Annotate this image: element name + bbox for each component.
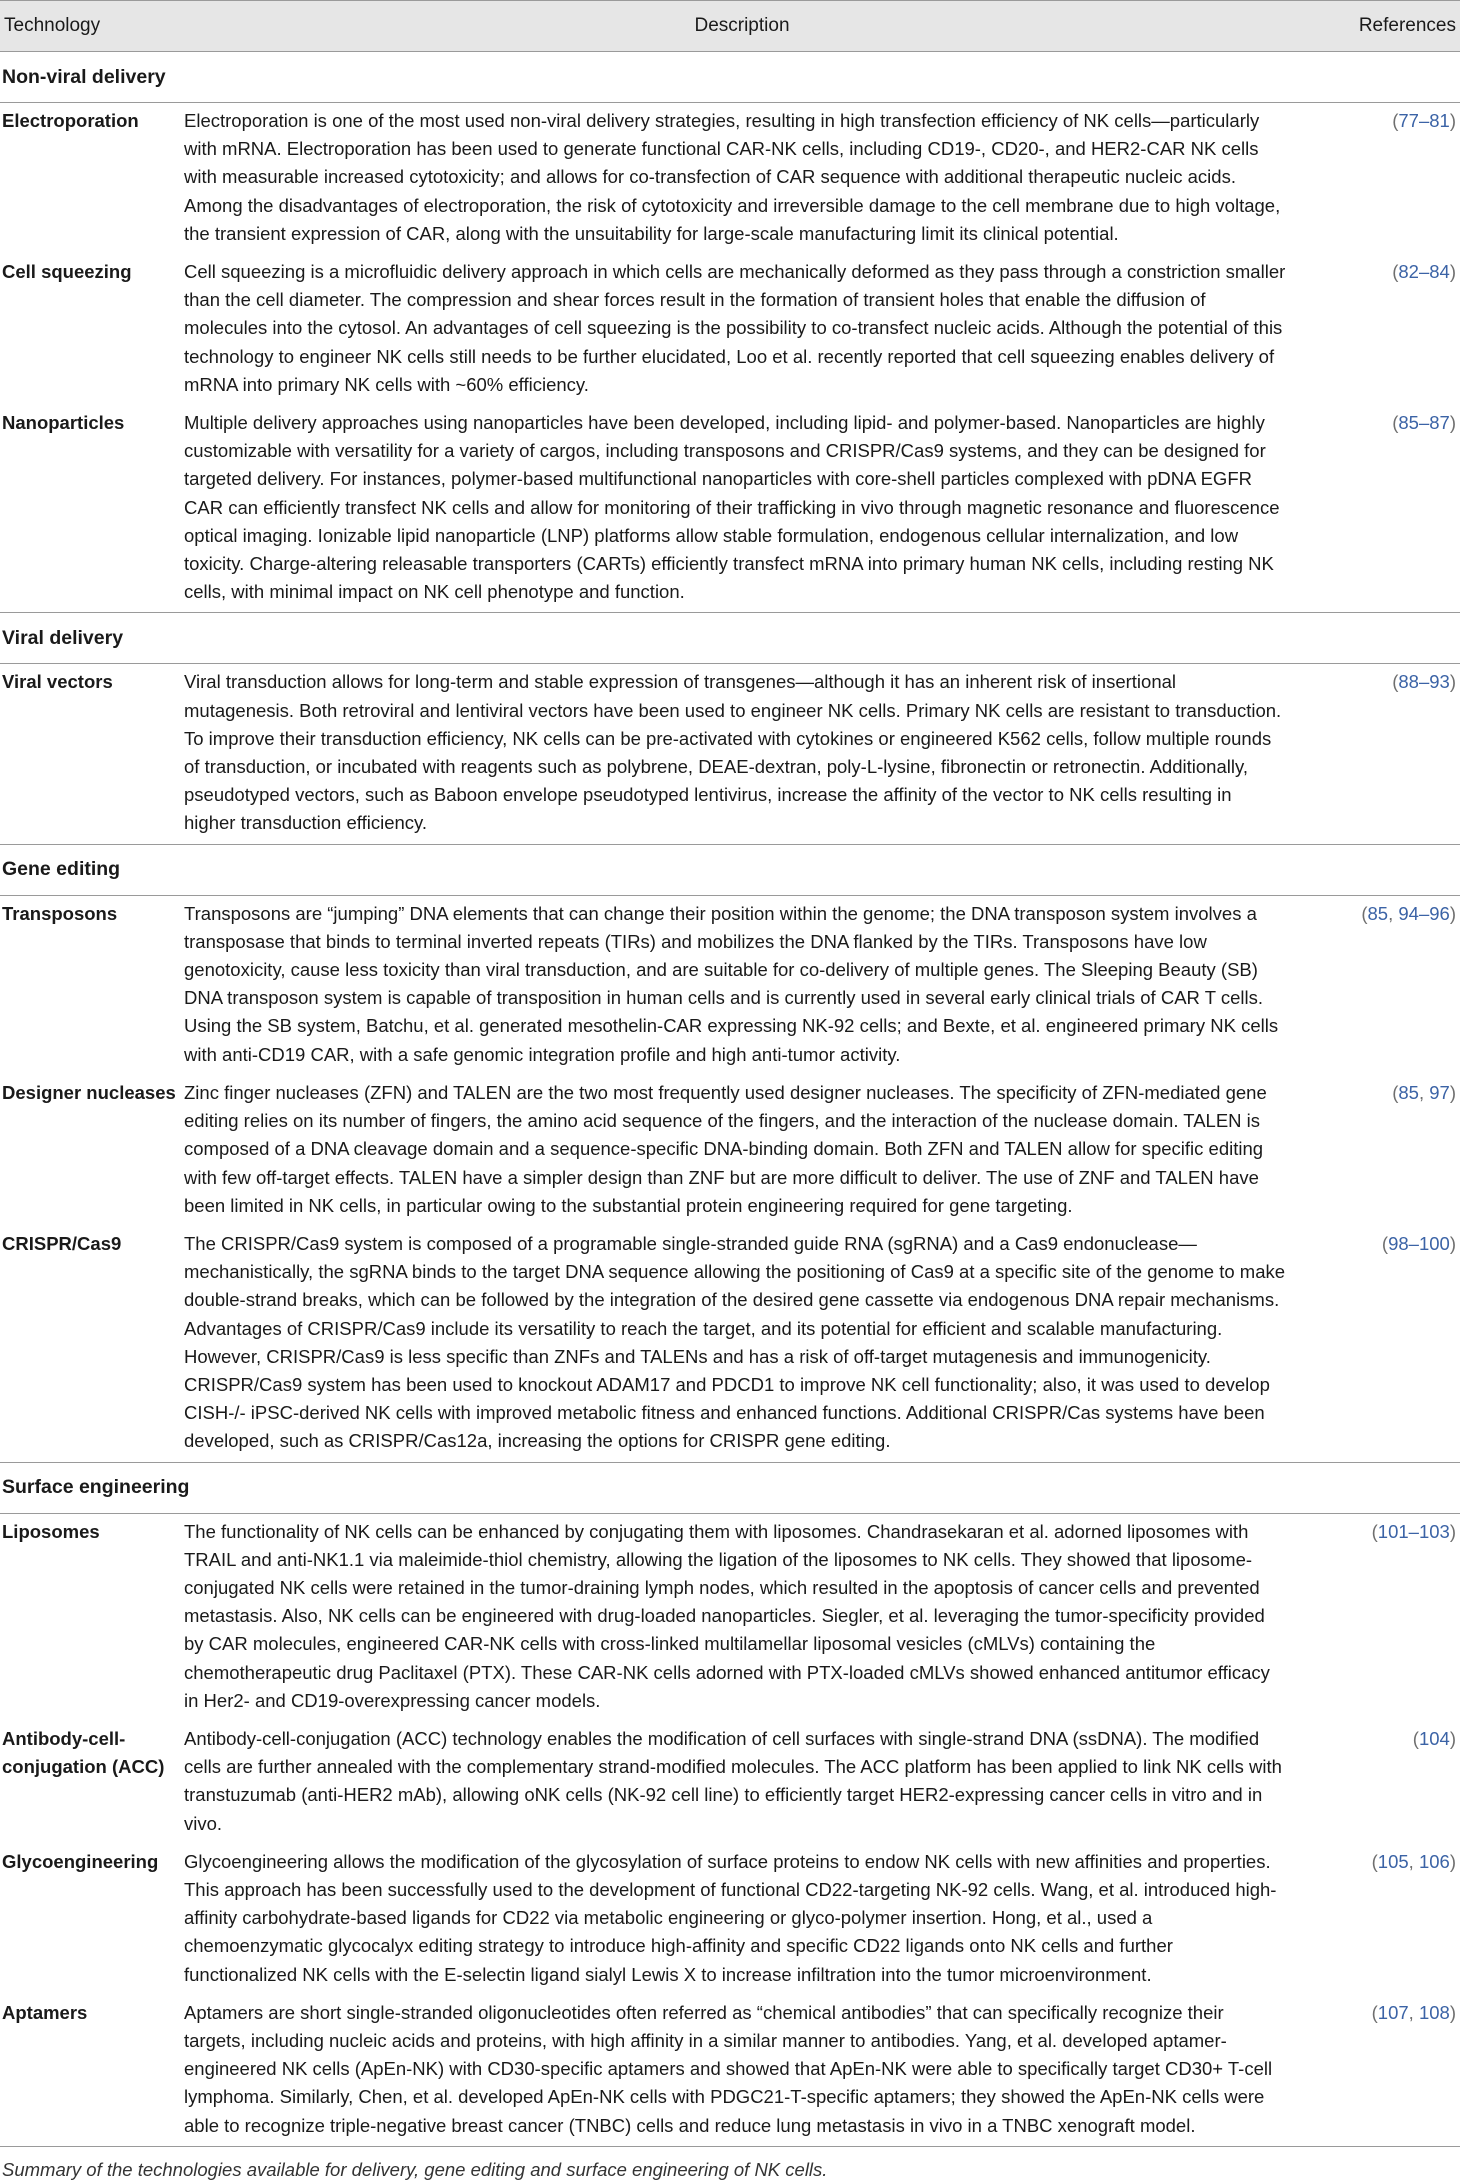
reference-link[interactable]: 85 <box>1398 1081 1419 1103</box>
table-row <box>0 1075 1460 1226</box>
references-cell <box>1300 1513 1460 1721</box>
description-cell: Zinc finger nucleases (ZFN) and TALEN are the two most frequently used designer nucleases. The specificity of ZFN-mediated gene editing relies on its number of fingers, the amino acid sequence of the fingers, and the interaction of the nuclease domain. TALEN is composed of a DNA cleavage domain and a sequence-specific DNA-binding domain. Both ZFN and TALEN allow for specific editing with few off-target effects. TALEN have a simpler design than ZNF but are more difficult to deliver. The use of ZNF and TALEN have been limited in NK cells, in particular owing to the substantial protein engineering required for gene targeting. <box>184 1081 1267 1216</box>
section-row <box>0 52 1460 103</box>
reference-link[interactable]: 85 <box>1367 902 1389 924</box>
section-row <box>0 613 1460 664</box>
technology-cell: Glycoengineering <box>2 1850 159 1872</box>
description-cell: Viral transduction allows for long-term and stable expression of transgenes—although it has an inherent risk of insertional mutagenesis. Both retroviral and lentiviral vectors have been used to engineer NK cells. Primary NK cells are resistant to transduction. To improve their transduction efficiency, NK cells can be pre-activated with cytokines or engineered K562 cells, follow multiple rounds of transduction, or incubated with reagents such as polybrene, DEAE-dextran, poly-L-lysine, fibronectin or retronectin. Additionally, pseudotyped vectors, such as Baboon envelope pseudotyped lentivirus, increase the affinity of the vector to NK cells resulting in higher transduction efficiency. <box>184 664 1300 844</box>
reference-link[interactable]: 97 <box>1429 1081 1450 1103</box>
section-row <box>0 1462 1460 1513</box>
references-cell <box>1300 895 1460 1075</box>
description-cell: Electroporation is one of the most used non-viral delivery strategies, resulting in high transfection efficiency of NK cells—particularly with mRNA. Electroporation has been used to generate functional CAR-NK cells, including CD19-, CD20-, and HER2-CAR NK cells with measurable increased cytotoxicity; and allows for co-transfection of CAR sequence with additional therapeutic nucleic acids. Among the disadvantages of electroporation, the risk of cytotoxicity and irreversible damage to the cell membrane due to high voltage, the transient expression of CAR, along with the unsuitability for large-scale manufacturing limit its clinical potential. <box>184 110 1281 244</box>
references-cell <box>1300 664 1460 844</box>
reference-punct: , <box>1408 2001 1419 2023</box>
description-cell: Antibody-cell-conjugation (ACC) technology enables the modification of cell surfaces with single-strand DNA (ssDNA). The modified cells are further annealed with the complementary strand-modified molecules. The ACC platform has been applied to link NK cells with transtuzumab (anti-HER2 mAb), allowing oNK cells (NK-92 cell line) to efficiently target HER2-expressing cancer cells in vitro and in vivo. <box>184 1727 1282 1834</box>
references-cell <box>1300 1995 1460 2147</box>
table-row <box>0 895 1460 1075</box>
references-cell <box>1300 1844 1460 1995</box>
reference-punct: ( <box>1371 1520 1378 1542</box>
reference-link[interactable]: 94–96 <box>1398 902 1450 924</box>
description-cell: Cell squeezing is a microfluidic delivery approach in which cells are mechanically deformed as they pass through a constriction smaller than the cell diameter. The compression and shear forces result in the formation of transient holes that enable the diffusion of molecules into the cytosol. An advantages of cell squeezing is the possibility to co-transfect nucleic acids. Although the potential of this technology to engineer NK cells still needs to be further elucidated, Loo et al. recently reported that cell squeezing enables delivery of mRNA into primary NK cells with ~60% efficiency. <box>184 261 1286 395</box>
reference-punct: ( <box>1371 1850 1378 1872</box>
header-description: Description <box>184 1 1300 52</box>
reference-punct: ) <box>1449 671 1456 693</box>
reference-link[interactable]: 108 <box>1418 2001 1450 2023</box>
description-cell: Aptamers are short single-stranded oligonucleotides often referred as “chemical antibodies” that can specifically recognize their targets, including nucleic acids and proteins, with high affinity in a similar manner to antibodies. Yang, et al. developed aptamer-engineered NK cells (ApEn-NK) with CD30-specific aptamers and showed that ApEn-NK were able to specifically target CD30+ T-cell lymphoma. Similarly, Chen, et al. developed ApEn-NK cells with PDGC21-T-specific aptamers; they showed the ApEn-NK cells were able to recognize triple-negative breast cancer (TNBC) cells and reduce lung metastasis in vivo in a TNBC xenograft model. <box>184 1995 1300 2147</box>
reference-link[interactable]: 106 <box>1418 1850 1450 1872</box>
reference-punct: ( <box>1412 1727 1419 1749</box>
technology-cell: CRISPR/Cas9 <box>0 1226 184 1462</box>
section-title: Viral delivery <box>0 613 1460 664</box>
reference-link[interactable]: 82–84 <box>1398 261 1450 283</box>
reference-punct: ) <box>1449 1520 1456 1542</box>
table-caption: Summary of the technologies available for delivery, gene editing and surface engineering of NK cells. <box>2 2158 828 2180</box>
technology-cell: Viral vectors <box>0 664 184 844</box>
reference-punct: ) <box>1449 261 1456 283</box>
section-row <box>0 844 1460 895</box>
reference-punct: ( <box>1381 1232 1389 1254</box>
reference-link[interactable]: 101–103 <box>1377 1520 1450 1542</box>
table-row <box>0 1844 1460 1995</box>
reference-punct: ) <box>1449 110 1456 131</box>
reference-link[interactable]: 107 <box>1377 2001 1409 2023</box>
references-cell <box>1300 103 1460 255</box>
technology-cell: Liposomes <box>2 1520 100 1542</box>
reference-link[interactable]: 88–93 <box>1398 671 1450 693</box>
table-row <box>0 405 1460 613</box>
table-row <box>0 1995 1460 2147</box>
table-row <box>0 103 1460 255</box>
reference-punct: ) <box>1449 1232 1456 1254</box>
references-cell <box>1300 1226 1460 1462</box>
section-title: Gene editing <box>0 844 1460 895</box>
technology-cell: Nanoparticles <box>0 405 184 613</box>
description-cell: Glycoengineering allows the modification of the glycosylation of surface proteins to endow NK cells with new affinities and properties. This approach has been successfully used to the development of functional CD22-targeting NK-92 cells. Wang, et al. introduced high-affinity carbohydrate-based ligands for CD22 via metabolic engineering or glyco-polymer insertion. Hong, et al., used a chemoenzymatic glycocalyx editing strategy to introduce high-affinity and specific CD22 ligands onto NK cells and further functionalized NK cells with the E-selectin ligand sialyl Lewis X to increase infiltration into the tumor microenvironment. <box>184 1850 1277 1985</box>
table-body <box>0 52 1460 2147</box>
description-cell: Transposons are “jumping” DNA elements that can change their position within the genome; the DNA transposon system involves a transposase that binds to terminal inverted repeats (TIRs) and mobilizes the DNA flanked by the TIRs. Transposons have low genotoxicity, cause less toxicity than viral transduction, and are suitable for co-delivery of multiple genes. The Sleeping Beauty (SB) DNA transposon system is capable of transposition in human cells and is currently used in several early clinical trials of CAR T cells. Using the SB system, Batchu, et al. generated mesothelin-CAR expressing NK-92 cells; and Bexte, et al. engineered primary NK cells with anti-CD19 CAR, with a safe genomic integration profile and high anti-tumor activity. <box>184 902 1279 1065</box>
reference-link[interactable]: 105 <box>1377 1850 1409 1872</box>
reference-punct: ( <box>1392 1081 1399 1103</box>
reference-punct: ) <box>1449 1081 1456 1103</box>
reference-punct: ) <box>1449 1727 1456 1749</box>
references-cell <box>1300 1721 1460 1844</box>
technology-cell: Aptamers <box>0 1995 184 2147</box>
description-cell: The functionality of NK cells can be enhanced by conjugating them with liposomes. Chandrasekaran et al. adorned liposomes with TRAIL and anti-NK1.1 via maleimide-thiol chemistry, allowing the ligation of the liposomes to NK cells. They showed that liposome-conjugated NK cells were retained in the tumor-draining lymph nodes, which resulted in the apoptosis of cancer cells and prevented metastasis. Also, NK cells can be engineered with drug-loaded nanoparticles. Siegler, et al. leveraging the tumor-specificity provided by CAR molecules, engineered CAR-NK cells with cross-linked multilamellar liposomal vesicles (cMLVs) containing the chemotherapeutic drug Paclitaxel (PTX). These CAR-NK cells adorned with PTX-loaded cMLVs showed enhanced antitumor efficacy in Her2- and CD19-overexpressing cancer models. <box>184 1520 1270 1711</box>
reference-punct: , <box>1388 902 1399 924</box>
table-row <box>0 664 1460 844</box>
reference-punct: ) <box>1449 2001 1456 2023</box>
reference-link[interactable]: 104 <box>1418 1727 1450 1749</box>
reference-link[interactable]: 85–87 <box>1398 412 1450 434</box>
header-technology: Technology <box>0 1 184 52</box>
technology-cell: Transposons <box>2 902 118 924</box>
reference-punct: ) <box>1449 1850 1456 1872</box>
section-title: Surface engineering <box>0 1462 1460 1513</box>
reference-punct: ( <box>1392 412 1399 434</box>
description-cell: Multiple delivery approaches using nanoparticles have been developed, including lipid- and polymer-based. Nanoparticles are highly customizable with versatility for a variety of cargos, including transposons and CRISPR/Cas9 systems, and they can be designed for targeted delivery. For instances, polymer-based multifunctional nanoparticles with core-shell particles complexed with pDNA EGFR CAR can efficiently transfect NK cells and allow for monitoring of their trafficking in vivo through magnetic resonance and fluorescence optical imaging. Ionizable lipid nanoparticle (LNP) platforms allow stable formulation, endogenous cellular internalization, and low toxicity. Charge-altering releasable transporters (CARTs) efficiently transfect mRNA into primary human NK cells, including resting NK cells, with minimal impact on NK cell phenotype and function. <box>184 405 1300 613</box>
header-references: References <box>1300 1 1460 52</box>
reference-link[interactable]: 98–100 <box>1388 1232 1450 1254</box>
table-row <box>0 1226 1460 1462</box>
technology-cell: Cell squeezing <box>2 261 132 283</box>
references-cell <box>1300 254 1460 405</box>
table-row <box>0 254 1460 405</box>
reference-punct: ) <box>1449 902 1456 924</box>
technology-cell: Designer nucleases <box>2 1081 176 1103</box>
reference-punct: ( <box>1361 902 1368 924</box>
references-cell <box>1300 1075 1460 1226</box>
reference-punct: ( <box>1392 110 1399 131</box>
reference-punct: ( <box>1371 2001 1378 2023</box>
reference-punct: ( <box>1392 671 1399 693</box>
technology-cell: Antibody-cell-conjugation (ACC) <box>2 1727 165 1778</box>
table-row <box>0 1721 1460 1844</box>
reference-link[interactable]: 77–81 <box>1398 110 1450 131</box>
reference-punct: , <box>1418 1081 1430 1103</box>
header-row <box>0 1 1460 52</box>
table-row <box>0 1513 1460 1721</box>
references-cell <box>1300 405 1460 613</box>
reference-punct: ( <box>1392 261 1399 283</box>
description-cell: The CRISPR/Cas9 system is composed of a programable single-stranded guide RNA (sgRNA) and a Cas9 endonuclease—mechanistically, the sgRNA binds to the target DNA sequence allowing the positioning of Cas9 at a specific site of the genome to make double-strand breaks, which can be followed by the integration of the desired gene cassette via endogenous DNA repair mechanisms. Advantages of CRISPR/Cas9 include its versatility to reach the target, and its potential for efficient and scalable manufacturing. However, CRISPR/Cas9 is less specific than ZNFs and TALENs and has a risk of off-target mutagenesis and immunogenicity. CRISPR/Cas9 system has been used to knockout ADAM17 and PDCD1 to improve NK cell functionality; also, it was used to develop CISH-/- iPSC-derived NK cells with improved metabolic fitness and enhanced functions. Additional CRISPR/Cas systems have been developed, such as CRISPR/Cas12a, increasing the options for CRISPR gene editing. <box>184 1226 1300 1462</box>
reference-punct: , <box>1408 1850 1419 1872</box>
reference-punct: ) <box>1449 412 1456 434</box>
technology-cell: Electroporation <box>2 110 139 131</box>
section-title: Non-viral delivery <box>0 52 1460 103</box>
